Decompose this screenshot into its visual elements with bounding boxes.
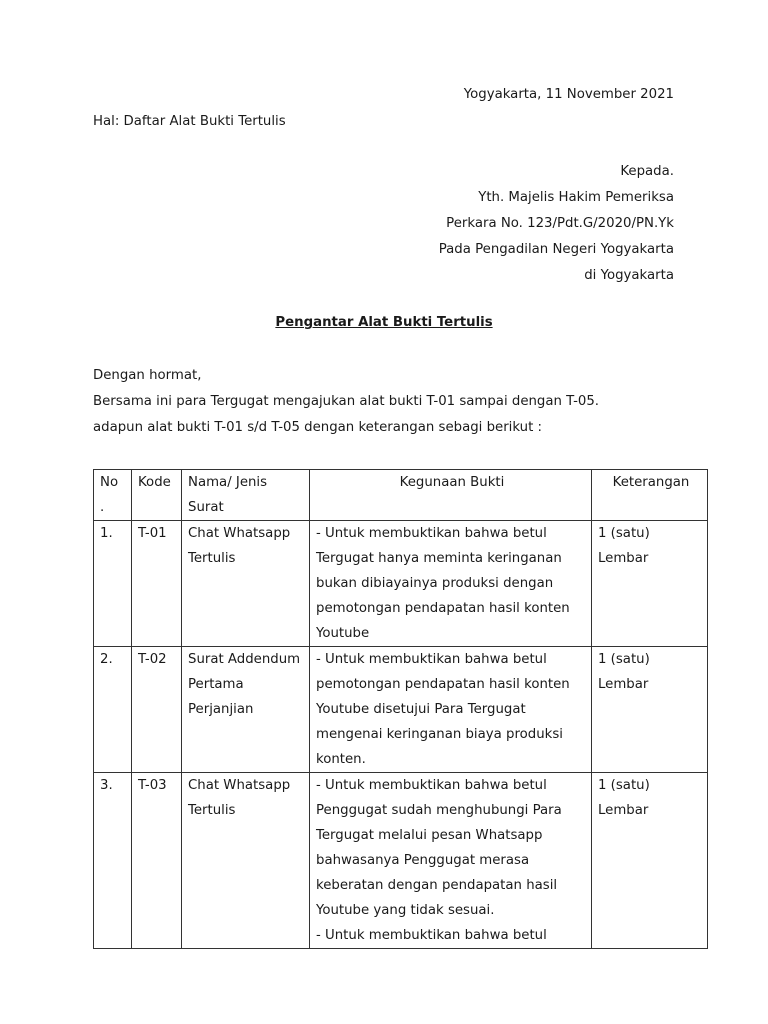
cell-text: Youtube <box>316 626 370 641</box>
cell-text: bukan dibiayainya produksi dengan <box>316 576 554 591</box>
header-text: Kegunaan Bukti <box>399 475 505 490</box>
cell-text: mengenai keringanan biaya produksi <box>316 727 563 742</box>
cell-keterangan <box>592 773 708 949</box>
body-line: adapun alat bukti T-01 s/d T-05 dengan keterangan sebagi berikut : <box>93 420 543 435</box>
cell-kegunaan <box>310 647 592 773</box>
header-text: Surat <box>188 500 224 515</box>
cell-text: Penggugat sudah menghubungi Para <box>316 803 562 818</box>
date-line: Yogyakarta, 11 November 2021 <box>463 87 674 102</box>
cell-kegunaan <box>310 773 592 949</box>
letter-body <box>93 368 599 446</box>
recipient-line: di Yogyakarta <box>584 268 674 283</box>
cell-text: 1 (satu) <box>598 778 650 793</box>
cell-text: Pertama <box>188 677 244 692</box>
recipient-line: Pada Pengadilan Negeri Yogyakarta <box>438 242 674 257</box>
cell-text: konten. <box>316 752 366 767</box>
header-nama <box>182 470 310 521</box>
cell-no: 2. <box>94 647 132 773</box>
cell-text: Surat Addendum <box>188 652 301 667</box>
cell-kode: T-02 <box>132 647 182 773</box>
cell-nama <box>182 773 310 949</box>
recipient-line: Perkara No. 123/Pdt.G/2020/PN.Yk <box>446 216 674 231</box>
cell-text: Lembar <box>598 803 649 818</box>
body-line: Bersama ini para Tergugat mengajukan alat bukti T-01 sampai dengan T-05. <box>93 394 600 409</box>
cell-kegunaan <box>310 521 592 647</box>
cell-text: - Untuk membuktikan bahwa betul <box>316 928 547 943</box>
header-text: No <box>100 475 119 490</box>
header-kode <box>132 470 182 521</box>
cell-text: Youtube disetujui Para Tergugat <box>316 702 526 717</box>
cell-keterangan <box>592 647 708 773</box>
table-row <box>94 647 708 773</box>
subject-line: Hal: Daftar Alat Bukti Tertulis <box>93 114 286 129</box>
body-line: Dengan hormat, <box>93 368 202 383</box>
cell-text: 1 (satu) <box>598 526 650 541</box>
cell-text: Perjanjian <box>188 702 254 717</box>
cell-kode: T-01 <box>132 521 182 647</box>
cell-text: Chat Whatsapp <box>188 778 291 793</box>
header-keterangan <box>592 470 708 521</box>
cell-text: Chat Whatsapp <box>188 526 291 541</box>
cell-text: Tergugat hanya meminta keringanan <box>316 551 562 566</box>
recipient-block <box>300 162 674 292</box>
cell-keterangan <box>592 521 708 647</box>
cell-nama <box>182 521 310 647</box>
cell-text: Tertulis <box>188 803 236 818</box>
evidence-table <box>93 469 708 949</box>
recipient-line: Kepada. <box>620 164 674 179</box>
cell-kode: T-03 <box>132 773 182 949</box>
cell-text: bahwasanya Penggugat merasa <box>316 853 530 868</box>
header-text: . <box>100 500 105 515</box>
header-text: Kode <box>138 475 171 490</box>
table-row <box>94 521 708 647</box>
header-kegunaan <box>310 470 592 521</box>
cell-text: - Untuk membuktikan bahwa betul <box>316 778 547 793</box>
cell-text: Tergugat melalui pesan Whatsapp <box>316 828 543 843</box>
cell-text: Tertulis <box>188 551 236 566</box>
cell-text: Lembar <box>598 677 649 692</box>
document-title: Pengantar Alat Bukti Tertulis <box>275 315 493 330</box>
table-header-row <box>94 470 708 521</box>
cell-text: pemotongan pendapatan hasil konten <box>316 601 570 616</box>
cell-text: keberatan dengan pendapatan hasil <box>316 878 558 893</box>
cell-nama <box>182 647 310 773</box>
table-row <box>94 773 708 949</box>
cell-no: 3. <box>94 773 132 949</box>
header-no <box>94 470 132 521</box>
cell-text: pemotongan pendapatan hasil konten <box>316 677 570 692</box>
header-text: Nama/ Jenis <box>188 475 268 490</box>
cell-text: Lembar <box>598 551 649 566</box>
header-text: Keterangan <box>612 475 690 490</box>
recipient-line: Yth. Majelis Hakim Pemeriksa <box>478 190 674 205</box>
cell-text: - Untuk membuktikan bahwa betul <box>316 652 547 667</box>
cell-no: 1. <box>94 521 132 647</box>
cell-text: Youtube yang tidak sesuai. <box>316 903 495 918</box>
cell-text: - Untuk membuktikan bahwa betul <box>316 526 547 541</box>
cell-text: 1 (satu) <box>598 652 650 667</box>
